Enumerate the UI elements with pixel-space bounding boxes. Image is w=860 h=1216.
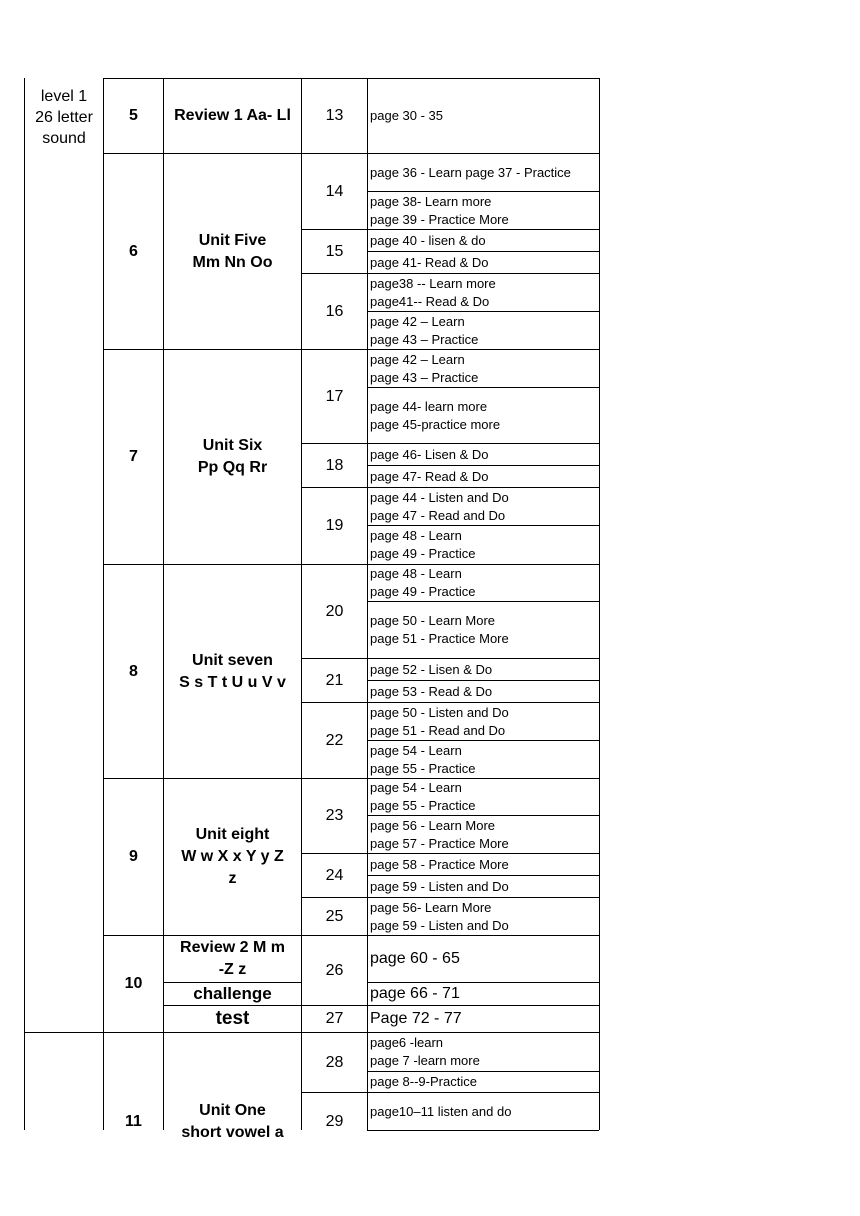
page-reference: page 38- Learn more page 39 - Practice More xyxy=(370,193,509,227)
page-reference: page 8--9-Practice xyxy=(370,1074,477,1089)
lesson-number: 26 xyxy=(325,961,344,979)
lesson-number: 19 xyxy=(325,517,344,534)
lesson-number: 25 xyxy=(325,907,344,925)
lesson-number: 14 xyxy=(325,182,344,200)
page-reference: page 50 - Listen and Do page 51 - Read and Do xyxy=(370,704,509,738)
lesson-number: 18 xyxy=(325,456,344,474)
page-reference: page 50 - Learn More page 51 - Practice More xyxy=(370,613,509,646)
lesson-number: 13 xyxy=(325,107,344,124)
week-number: 9 xyxy=(129,848,138,865)
page-reference: page 36 - Learn page 37 - Practice xyxy=(370,164,571,180)
page-reference: page38 -- Learn more page41-- Read & Do xyxy=(370,275,496,309)
page-reference: page 58 - Practice More xyxy=(370,856,509,872)
unit-title: Unit Five Mm Nn Oo xyxy=(192,231,273,271)
page-reference: page 42 – Learn page 43 – Practice xyxy=(370,351,479,385)
lesson-number: 21 xyxy=(325,671,344,689)
level-label: level 1 26 letter sound xyxy=(35,88,93,147)
page-reference: page 40 - lisen & do xyxy=(370,232,486,248)
lesson-number: 16 xyxy=(325,302,344,320)
week-number: 8 xyxy=(129,662,138,680)
page-reference: page6 -learn page 7 -learn more xyxy=(370,1035,480,1068)
unit-title: test xyxy=(215,1008,250,1029)
unit-title: Unit eight W w X x Y y Z z xyxy=(181,826,284,887)
unit-title: Review 1 Aa- Ll xyxy=(174,107,291,124)
page-reference: page 56 - Learn More page 57 - Practice More xyxy=(370,817,509,851)
page-reference: page10–11 listen and do xyxy=(370,1103,512,1119)
page-reference: Page 72 - 77 xyxy=(370,1010,462,1027)
page-reference: page 47- Read & Do xyxy=(370,468,489,484)
lesson-number: 23 xyxy=(325,807,344,824)
lesson-number: 22 xyxy=(325,731,344,749)
lesson-number: 15 xyxy=(325,242,344,260)
lesson-number: 17 xyxy=(325,387,344,405)
unit-title: Review 2 M m -Z z xyxy=(180,939,285,978)
page-reference: page 42 – Learn page 43 – Practice xyxy=(370,313,479,347)
page-reference: page 54 - Learn page 55 - Practice xyxy=(370,780,476,813)
page-reference: page 46- Lisen & Do xyxy=(370,446,489,462)
page-reference: page 48 - Learn page 49 - Practice xyxy=(370,566,476,599)
unit-title: Unit One short vowel a xyxy=(181,1102,284,1141)
page-reference: page 48 - Learn page 49 - Practice xyxy=(370,528,476,561)
lesson-number: 27 xyxy=(325,1010,344,1027)
page-reference: page 54 - Learn page 55 - Practice xyxy=(370,742,476,776)
page-reference: page 52 - Lisen & Do xyxy=(370,661,493,677)
lesson-number: 28 xyxy=(325,1053,344,1071)
page-reference: page 44- learn more page 45-practice more xyxy=(370,398,501,432)
week-number: 7 xyxy=(129,448,138,465)
page-reference: page 41- Read & Do xyxy=(370,254,489,270)
lesson-number: 20 xyxy=(325,602,344,620)
page-reference: page 53 - Read & Do xyxy=(370,683,493,699)
unit-title: challenge xyxy=(193,984,272,1003)
week-number: 11 xyxy=(125,1113,142,1130)
week-number: 5 xyxy=(129,107,138,124)
page-reference: page 59 - Listen and Do xyxy=(370,878,509,894)
page-reference: page 44 - Listen and Do page 47 - Read and Do xyxy=(370,489,509,523)
week-number: 6 xyxy=(129,242,138,260)
unit-title: Unit seven S s T t U u V v xyxy=(179,651,286,691)
week-number: 10 xyxy=(124,975,143,992)
lesson-number: 24 xyxy=(325,866,344,884)
page-reference: page 66 - 71 xyxy=(370,985,460,1002)
lesson-number: 29 xyxy=(325,1113,344,1130)
page-reference: page 56- Learn More page 59 - Listen and Do xyxy=(370,899,509,933)
page-reference: page 60 - 65 xyxy=(370,950,460,967)
page-reference: page 30 - 35 xyxy=(370,108,444,123)
unit-title: Unit Six Pp Qq Rr xyxy=(197,437,268,476)
